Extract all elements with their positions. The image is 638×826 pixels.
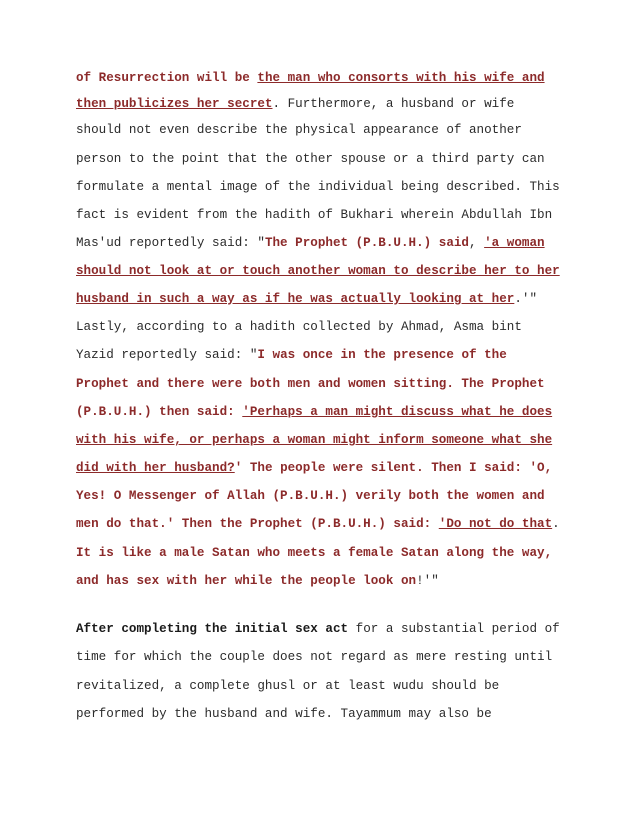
text-line [76, 488, 545, 504]
text-run: . [552, 517, 560, 531]
text-run: Mas'ud reportedly said: " [76, 236, 265, 250]
text-run: did with her husband? [76, 461, 235, 475]
text-run: and has sex with her while the people look on [76, 574, 417, 588]
text-line [76, 545, 552, 561]
text-run: men do that.' Then the Prophet (P.B.U.H.) said: [76, 517, 439, 531]
text-run: should not look at or touch another woman to describe her to her [76, 264, 560, 278]
text-run: then publicizes her secret [76, 97, 273, 111]
text-run: fact is evident from the hadith of Bukhari wherein Abdullah Ibn [76, 208, 553, 222]
text-run: revitalized, a complete ghusl or at least wudu should be [76, 679, 500, 693]
text-line [76, 263, 560, 279]
text-run: !'" [416, 574, 439, 588]
text-line [76, 122, 522, 138]
text-run: formulate a mental image of the individual being described. This [76, 180, 560, 194]
text-line [76, 573, 439, 589]
text-run: After completing the initial sex act [76, 622, 349, 636]
text-line [76, 319, 522, 335]
text-run: 'Do not do that [438, 517, 553, 531]
text-line [76, 179, 560, 195]
text-line [76, 460, 552, 476]
text-line [76, 706, 492, 722]
text-line [76, 516, 560, 532]
text-run: 'a woman [484, 236, 545, 250]
text-run: Yazid reportedly said: " [76, 348, 258, 362]
text-line [76, 70, 545, 86]
text-run: 'Perhaps a man might discuss what he does [242, 405, 553, 419]
text-run: the man who consorts with his wife and [257, 71, 545, 85]
text-run: .'" [514, 292, 538, 306]
text-line [76, 432, 552, 448]
text-line [76, 151, 545, 167]
text-run: , [469, 236, 485, 250]
text-run: (P.B.U.H.) then said: [76, 405, 243, 419]
text-line [76, 678, 499, 694]
text-run: It is like a male Satan who meets a female Satan along the way, [76, 546, 553, 560]
text-line [76, 649, 552, 665]
text-run: performed by the husband and wife. Tayammum may also be [76, 707, 492, 721]
text-run: person to the point that the other spouse or a third party can [76, 152, 545, 166]
text-line [76, 347, 507, 363]
text-run: time for which the couple does not regard as mere resting until [76, 650, 553, 664]
text-run: with his wife, or perhaps a woman might inform someone what she [76, 433, 553, 447]
text-line [76, 235, 545, 251]
text-line [76, 291, 537, 307]
text-run: of Resurrection will be [76, 71, 258, 85]
text-run: Yes! O Messenger of Allah (P.B.U.H.) verily both the women and [76, 489, 545, 503]
text-line [76, 404, 552, 420]
text-line [76, 376, 545, 392]
text-run: ' The people were silent. Then I said: 'O, [234, 461, 553, 475]
text-run: for a substantial period of [348, 622, 560, 636]
text-run: Prophet and there were both men and women sitting. The Prophet [76, 377, 545, 391]
text-line [76, 96, 514, 112]
text-run: Lastly, according to a hadith collected by Ahmad, Asma bint [76, 320, 522, 334]
text-run: husband in such a way as if he was actually looking at her [76, 292, 515, 306]
text-run: The Prophet (P.B.U.H.) said [264, 236, 469, 250]
text-run: should not even describe the physical appearance of another [76, 123, 522, 137]
text-run: . Furthermore, a husband or wife [272, 97, 515, 111]
text-line [76, 621, 560, 637]
text-line [76, 207, 552, 223]
text-run: I was once in the presence of the [257, 348, 507, 362]
